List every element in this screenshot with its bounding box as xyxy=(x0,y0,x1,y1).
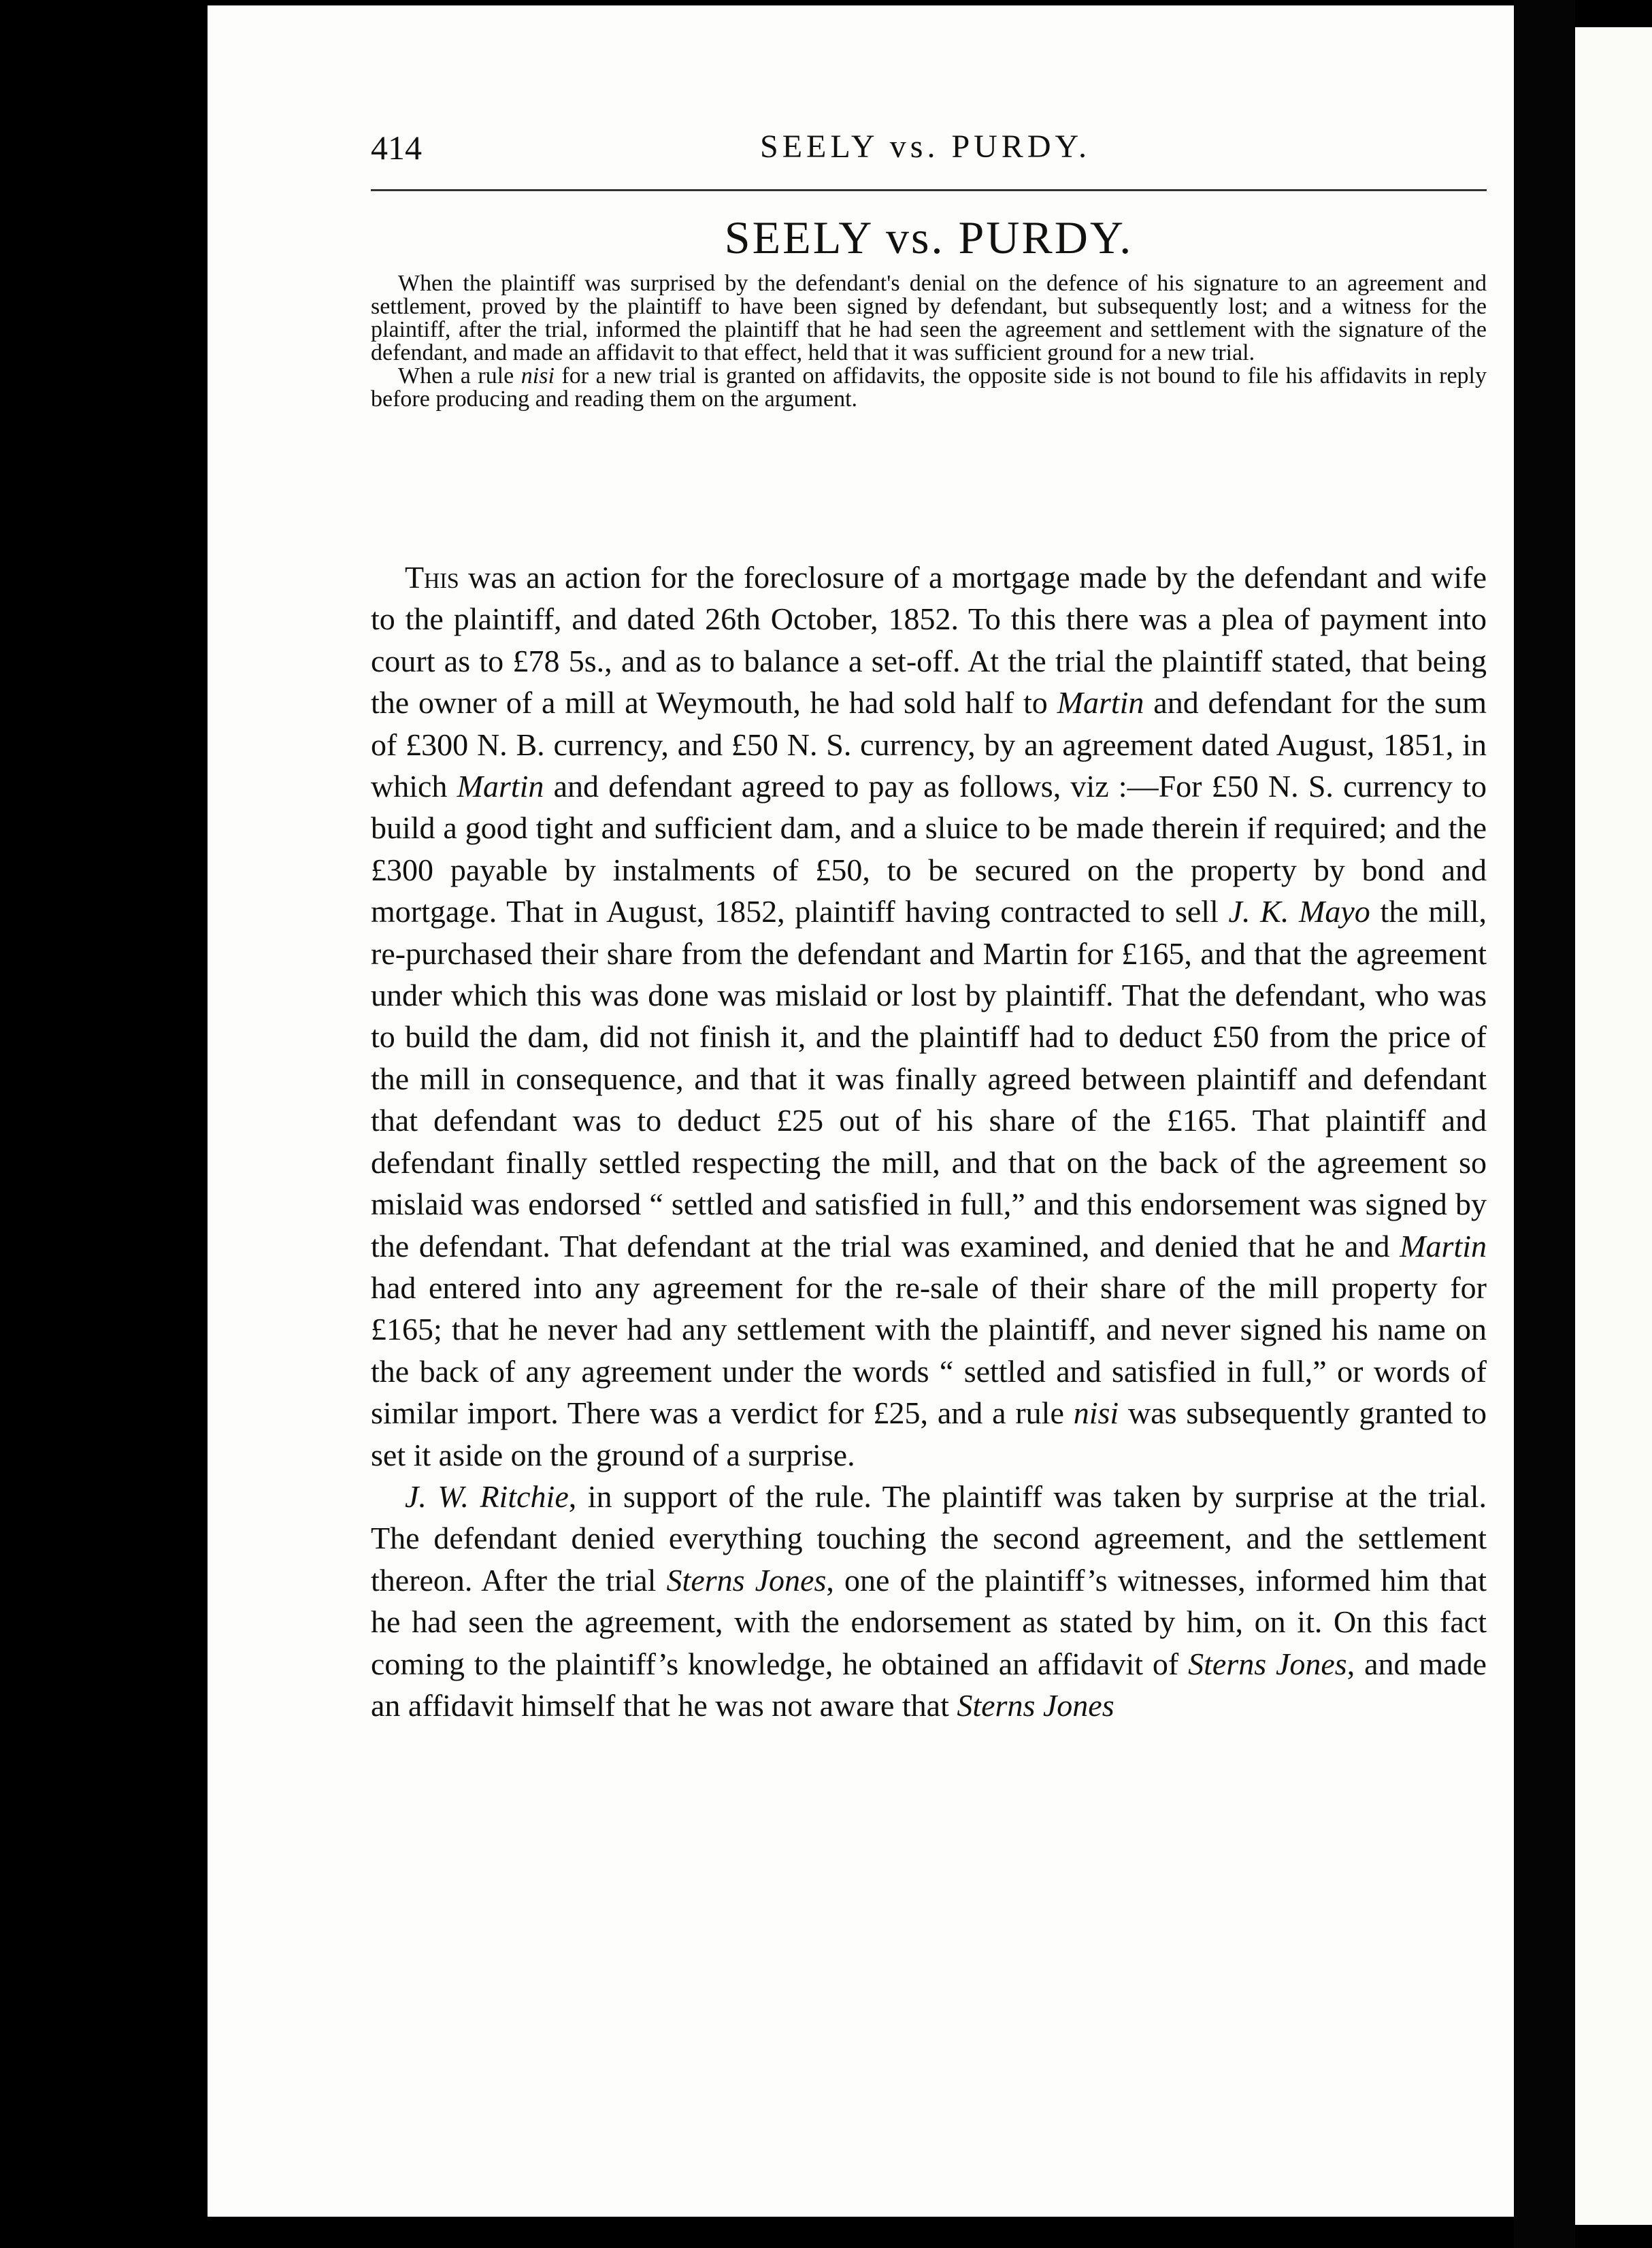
body-paragraph-1: This was an action for the foreclosure of a mortgage made by the defendant and wife to the plaintiff, and dated 26th October, 1852. To this there was a plea of payment into court as to £78 5s., and as to balance a set-off. At the trial the plaintiff stated, that being the owner of a mill at Weymouth, he had sold half to Martin and defendant for the sum of £300 N. B. currency, and £50 N. S. currency, by an agreement dated August, 1851, in which Martin and defendant agreed to pay as follows, viz :—For £50 N. S. currency to build a good tight and sufficient dam, and a sluice to be made therein if required; and the £300 payable by instalments of £50, to be secured on the property by bond and mortgage. That in August, 1852, plaintiff having contracted to sell J. K. Mayo the mill, re-purchased their share from the defendant and Martin for £165, and that the agreement under which this was done was mislaid or lost by plaintiff. That the defendant, who was to build the dam, did not finish it, and the plaintiff had to deduct £50 from the price of the mill in consequence, and that it was finally agreed between plaintiff and defendant that defendant was to deduct £25 out of his share of the £165. That plaintiff and defendant finally settled respecting the mill, and that on the back of the agreement so mislaid was endorsed “ settled and satisfied in full,” and this endorsement was signed by the defendant. That defendant at the trial was examined, and denied that he and Martin had entered into any agreement for the re-sale of their share of the mill property for £165; that he never had any settlement with the plaintiff, and never signed his name on the back of any agreement under the words “ settled and satisfied in full,” or words of similar import. There was a verdict for £25, and a rule nisi was subsequently granted to set it aside on the ground of a surprise. xyxy=(371,560,1487,1472)
header-rule xyxy=(371,189,1487,191)
headnote-paragraph-2: When a rule nisi for a new trial is granted on affidavits, the opposite side is not bound to file his affidavits in reply before producing and reading them on the argument. xyxy=(371,363,1487,412)
page-number: 414 xyxy=(371,129,422,167)
body-paragraph-2: J. W. Ritchie, in support of the rule. The plaintiff was taken by surprise at the trial. The defendant denied everything touching the second agreement, and the settlement thereon. After the trial Sterns Jones, one of the plaintiff’s witnesses, informed him that he had seen the agreement, with the endorsement as stated by him, on it. On this fact coming to the plaintiff’s knowledge, he obtained an affidavit of Sterns Jones, and made an affidavit himself that he was not aware that Sterns Jones xyxy=(371,1478,1487,1723)
facing-page-edge xyxy=(1575,27,1652,2225)
running-head xyxy=(371,128,1480,182)
running-title: SEELY vs. PURDY. xyxy=(760,129,1091,165)
book-page xyxy=(208,5,1514,2217)
headnote xyxy=(371,272,1487,411)
case-body xyxy=(371,557,1487,1726)
headnote-paragraph-1: When the plaintiff was surprised by the defendant's denial on the defence of his signature to an agreement and settlement, proved by the plaintiff to have been signed by defendant, but subsequently lost; and a witness for the plaintiff, after the trial, informed the plaintiff that he had seen the agreement and settlement with the signature of the defendant, and made an affidavit to that effect, held that it was sufficient ground for a new trial. xyxy=(371,271,1487,365)
case-title: SEELY vs. PURDY. xyxy=(724,212,1134,263)
book-gutter xyxy=(1514,0,1575,2248)
